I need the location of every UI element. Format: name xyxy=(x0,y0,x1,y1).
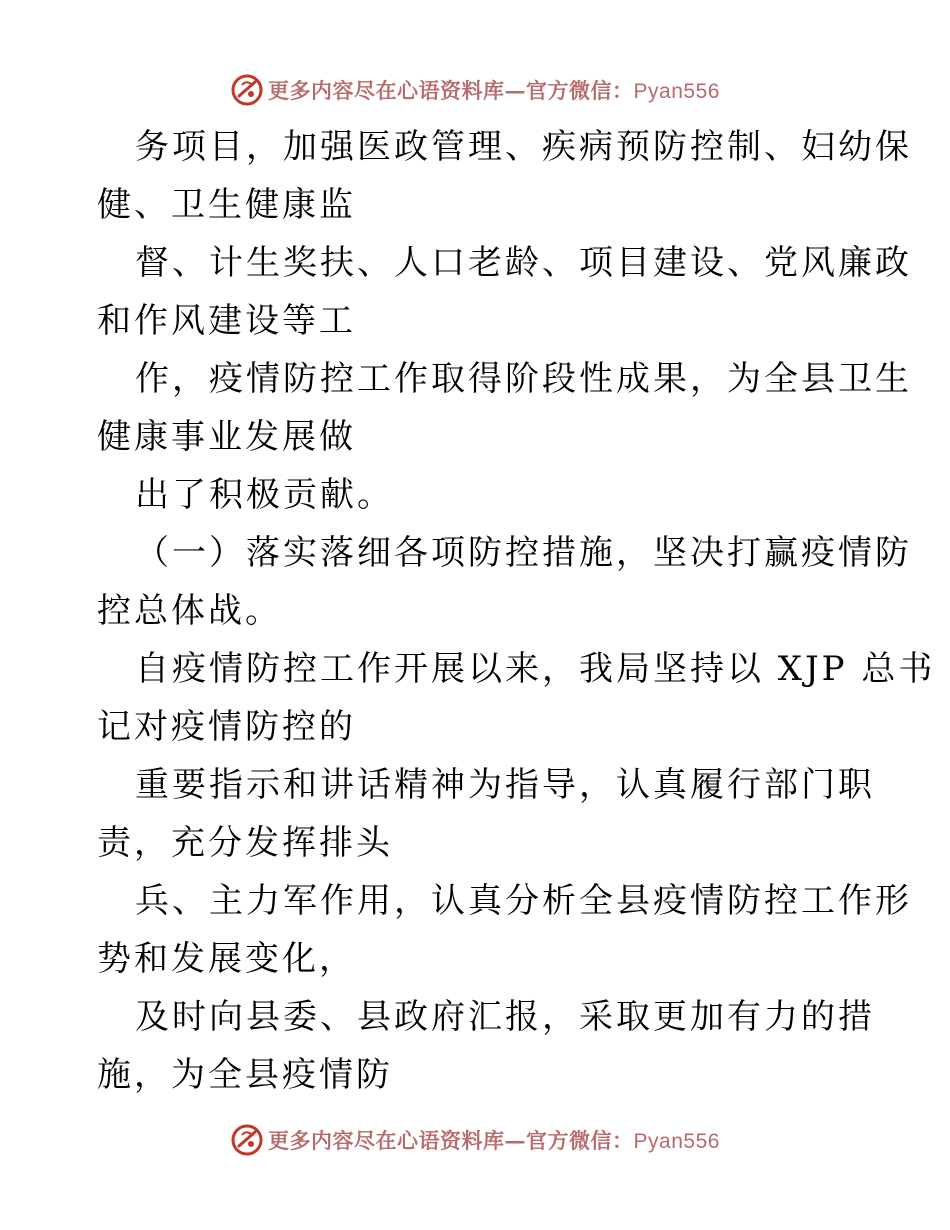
body-text-line: 自疫情防控工作开展以来，我局坚持以 XJP 总书 xyxy=(135,649,936,689)
body-text-line: （一）落实落细各项防控措施，坚决打赢疫情防 xyxy=(135,533,912,573)
body-text-line: 及时向县委、县政府汇报，采取更加有力的措 xyxy=(135,997,875,1037)
red-seal-logo-icon xyxy=(230,1123,264,1157)
header-banner xyxy=(0,70,950,110)
body-text-line: 健康事业发展做 xyxy=(97,417,356,457)
header-banner-wechat-id: Pyan556 xyxy=(633,80,720,103)
body-text-line: 重要指示和讲话精神为指导，认真履行部门职 xyxy=(135,765,875,805)
body-text-line: 和作风建设等工 xyxy=(97,301,356,341)
footer-banner-cn: 更多内容尽在心语资料库—官方微信： xyxy=(268,1128,634,1153)
body-text-line: 记对疫情防控的 xyxy=(97,707,356,747)
body-text-line: 势和发展变化， xyxy=(97,939,356,979)
header-banner-text xyxy=(268,75,720,105)
footer-banner xyxy=(0,1120,950,1160)
header-banner-cn: 更多内容尽在心语资料库—官方微信： xyxy=(268,78,634,103)
body-text-line: 务项目，加强医政管理、疾病预防控制、妇幼保 xyxy=(135,127,912,167)
footer-banner-wechat-id: Pyan556 xyxy=(633,1130,720,1153)
body-text-line: 出了积极贡献。 xyxy=(135,475,394,515)
body-text-line: 兵、主力军作用，认真分析全县疫情防控工作形 xyxy=(135,881,912,921)
body-text-line: 健、卫生健康监 xyxy=(97,185,356,225)
footer-banner-text xyxy=(268,1125,720,1155)
document-body xyxy=(97,118,936,1104)
body-text-line: 控总体战。 xyxy=(97,591,282,631)
red-seal-logo-icon xyxy=(230,73,264,107)
body-text-line: 作，疫情防控工作取得阶段性成果，为全县卫生 xyxy=(135,359,912,399)
body-text-line: 督、计生奖扶、人口老龄、项目建设、党风廉政 xyxy=(135,243,912,283)
body-text-line: 施，为全县疫情防 xyxy=(97,1055,393,1095)
body-text-line: 责，充分发挥排头 xyxy=(97,823,393,863)
